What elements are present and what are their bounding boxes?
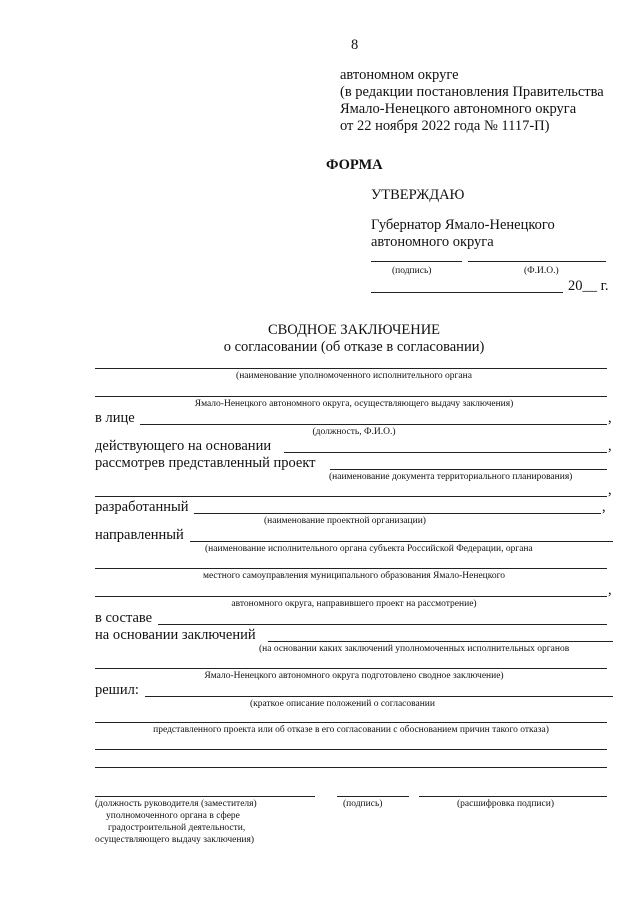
authority-line-1 <box>95 368 607 369</box>
in-person-line <box>140 424 607 425</box>
sender-line-3 <box>95 596 607 597</box>
approver-position-1: Губернатор Ямало-Ненецкого <box>371 217 555 233</box>
reviewed-line <box>330 469 607 470</box>
decision-caption-2: представленного проекта или об отказе в его согласовании с обоснованием причин такого отказа) <box>153 725 549 735</box>
authority-caption-2: Ямало-Ненецкого автономного округа, осуществляющего выдачу заключения) <box>194 399 514 409</box>
document-caption: (наименование документа территориального планирования) <box>329 472 573 482</box>
sender-caption-2: местного самоуправления муниципального образования Ямало-Ненецкого <box>202 571 506 581</box>
document-comma: , <box>608 482 612 498</box>
head-position-caption-3: градостроительной деятельности, <box>108 823 246 833</box>
decided-label: решил: <box>95 682 139 698</box>
authority-line-2 <box>95 396 607 397</box>
header-note-line-4: от 22 ноября 2022 года № 1117-П) <box>340 118 550 134</box>
sender-caption-1: (наименование исполнительного органа субъекта Российской Федерации, органа <box>205 544 533 554</box>
document-title: СВОДНОЕ ЗАКЛЮЧЕНИЕ <box>267 322 441 338</box>
approver-signature-line <box>371 261 462 262</box>
in-person-label: в лице <box>95 410 135 426</box>
conclusions-caption-1: (на основании каких заключений уполномоченных исполнительных органов <box>259 644 570 654</box>
head-decoding-caption: (расшифровка подписи) <box>457 799 554 809</box>
based-on-label: на основании заключений <box>95 627 256 643</box>
sent-label: направленный <box>95 527 184 543</box>
approver-position-2: автономного округа <box>371 234 494 250</box>
header-note-line-3: Ямало-Ненецкого автономного округа <box>340 101 577 117</box>
approver-name-line <box>468 261 606 262</box>
acting-basis-line <box>284 452 607 453</box>
acting-basis-label: действующего на основании <box>95 438 272 454</box>
authority-caption-1: (наименование уполномоченного исполнительного органа <box>236 371 472 381</box>
head-position-caption-2: уполномоченного органа в сфере <box>106 811 240 821</box>
sent-line <box>190 541 613 542</box>
head-signature-caption: (подпись) <box>343 799 383 809</box>
approval-date-suffix: 20__ г. <box>568 278 609 294</box>
form-label: ФОРМА <box>326 157 383 173</box>
page-number: 8 <box>351 37 359 53</box>
header-note-line-1: автономном округе <box>340 67 459 83</box>
approver-signature-caption: (подпись) <box>392 266 432 276</box>
document-line <box>95 496 607 497</box>
sender-caption-3: автономного округа, направившего проект на рассмотрение) <box>231 599 477 609</box>
sender-line-2 <box>95 568 607 569</box>
head-signature-line <box>337 796 409 797</box>
developed-label: разработанный <box>95 499 189 515</box>
head-position-line <box>95 796 315 797</box>
conclusions-line-2 <box>95 668 607 669</box>
approve-heading: УТВЕРЖДАЮ <box>371 187 465 203</box>
in-person-comma: , <box>608 410 612 426</box>
approver-name-caption: (Ф.И.О.) <box>524 266 559 276</box>
document-subtitle: о согласовании (об отказе в согласовании) <box>223 339 485 355</box>
developed-line <box>194 513 601 514</box>
sender-comma: , <box>608 582 612 598</box>
header-note-line-2: (в редакции постановления Правительства <box>340 84 604 100</box>
acting-basis-comma: , <box>608 438 612 454</box>
head-position-caption-4: осуществляющего выдачу заключения) <box>95 835 255 845</box>
design-org-caption: (наименование проектной организации) <box>264 516 426 526</box>
approval-date-line <box>371 292 563 293</box>
head-decoding-line <box>419 796 607 797</box>
decision-line-3 <box>95 749 607 750</box>
conclusions-caption-2: Ямало-Ненецкого автономного округа подготовлено сводное заключение) <box>204 671 504 681</box>
position-name-caption: (должность, Ф.И.О.) <box>312 427 396 437</box>
developed-comma: , <box>602 499 606 515</box>
decision-line-4 <box>95 767 607 768</box>
decision-line-2 <box>95 722 607 723</box>
head-position-caption-1: (должность руководителя (заместителя) <box>95 799 257 809</box>
decided-line <box>145 696 613 697</box>
composed-of-label: в составе <box>95 610 153 626</box>
reviewed-label: рассмотрев представленный проект <box>95 455 316 471</box>
decision-caption-1: (краткое описание положений о согласовании <box>250 699 435 709</box>
composed-of-line <box>158 624 607 625</box>
based-on-line <box>268 641 613 642</box>
